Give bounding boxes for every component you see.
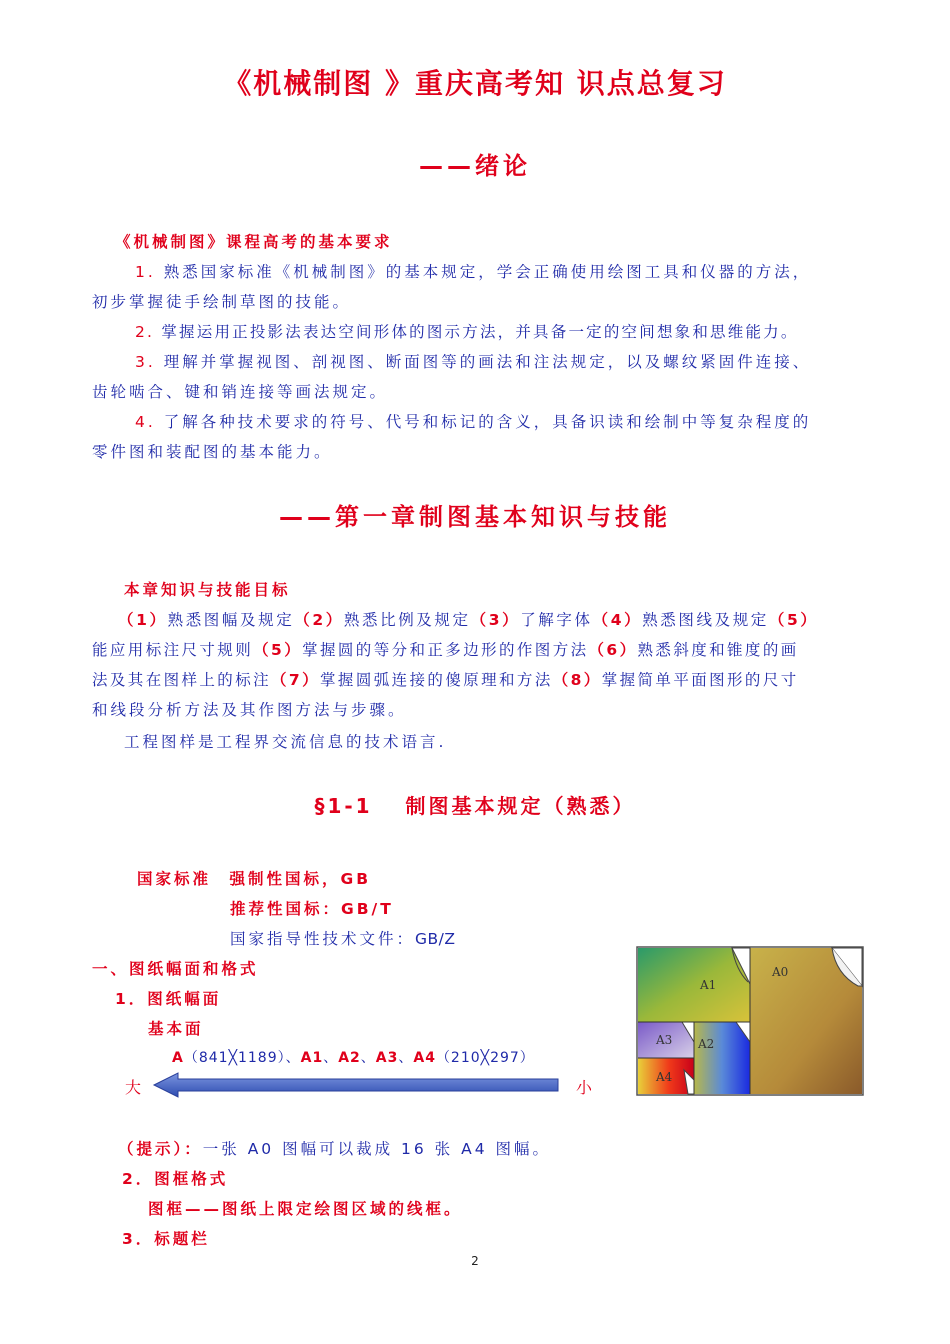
- standard-gbt: 推荐性国标：GB/T: [230, 900, 394, 918]
- goals-line4: 和线段分析方法及其作图方法与步骤。: [92, 701, 407, 719]
- goals-line1: （1）熟悉图幅及规定（2）熟悉比例及规定（3）了解字体（4）熟悉图线及规定（5）: [118, 611, 819, 629]
- page-title: 《机械制图 》重庆高考知 识点总复习: [223, 67, 727, 100]
- requirements-heading: 《机械制图》课程高考的基本要求: [115, 233, 393, 251]
- req-1-line2: 初步掌握徒手绘制草图的技能。: [92, 293, 352, 311]
- label-a0: A0: [772, 965, 789, 979]
- label-a4: A4: [656, 1070, 673, 1084]
- req-2-line1: 2. 掌握运用正投影法表达空间形体的图示方法，并具备一定的空间想象和思维能力。: [135, 323, 799, 341]
- goals-line5: 工程图样是工程界交流信息的技术语言.: [124, 733, 447, 751]
- req-3-line2: 齿轮啮合、键和销连接等画法规定。: [92, 383, 389, 401]
- section-heading: §1-1 制图基本规定（熟悉）: [314, 794, 636, 818]
- part1-heading: 一、图纸幅面和格式: [92, 960, 259, 978]
- subsection-3: 3．标题栏: [122, 1230, 210, 1248]
- label-a3: A3: [656, 1033, 673, 1047]
- paper-sizes-list: A（841╳1189）、A1、A2、A3、A4（210╳297）: [172, 1050, 535, 1066]
- chapter1-heading: ——第一章制图基本知识与技能: [279, 503, 671, 531]
- req-3-line1: 3. 理解并掌握视图、剖视图、断面图等的画法和注法规定，以及螺纹紧固件连接、: [135, 353, 812, 371]
- big-label: 大: [125, 1078, 142, 1097]
- small-label: 小: [576, 1078, 593, 1097]
- frame-definition: 图框——图纸上限定绘图区域的线框。: [148, 1200, 463, 1218]
- standard-label: 国家标准 强制性国标，GB: [137, 870, 372, 888]
- subsection-1: 1．图纸幅面: [115, 990, 222, 1008]
- req-1-line1: 1. 熟悉国家标准《机械制图》的基本规定，学会正确使用绘图工具和仪器的方法，: [135, 263, 812, 281]
- page-number: 2: [471, 1254, 479, 1268]
- goals-line3: 法及其在图样上的标注（7）掌握圆弧连接的傻原理和方法（8）掌握简单平面图形的尺寸: [92, 671, 799, 689]
- basic-size-label: 基本面: [148, 1020, 204, 1038]
- label-a1: A1: [700, 978, 717, 992]
- label-a2: A2: [698, 1037, 715, 1051]
- goals-heading: 本章知识与技能目标: [124, 581, 291, 599]
- tip-line: （提示）：一张 A0 图幅可以裁成 16 张 A4 图幅。: [118, 1140, 551, 1158]
- req-4-line2: 零件图和装配图的基本能力。: [92, 443, 333, 461]
- paper-size-diagram: [636, 946, 864, 1096]
- subsection-2: 2．图框格式: [122, 1170, 229, 1188]
- goals-line2: 能应用标注尺寸规则（5）掌握圆的等分和正多边形的作图方法（6）熟悉斜度和锥度的画: [92, 641, 799, 659]
- size-order-arrow: [152, 1070, 562, 1100]
- intro-heading: ——绪论: [419, 152, 531, 180]
- req-4-line1: 4. 了解各种技术要求的符号、代号和标记的含义，具备识读和绘制中等复杂程度的: [135, 413, 812, 431]
- standard-gbz: 国家指导性技术文件：GB/Z: [230, 930, 456, 948]
